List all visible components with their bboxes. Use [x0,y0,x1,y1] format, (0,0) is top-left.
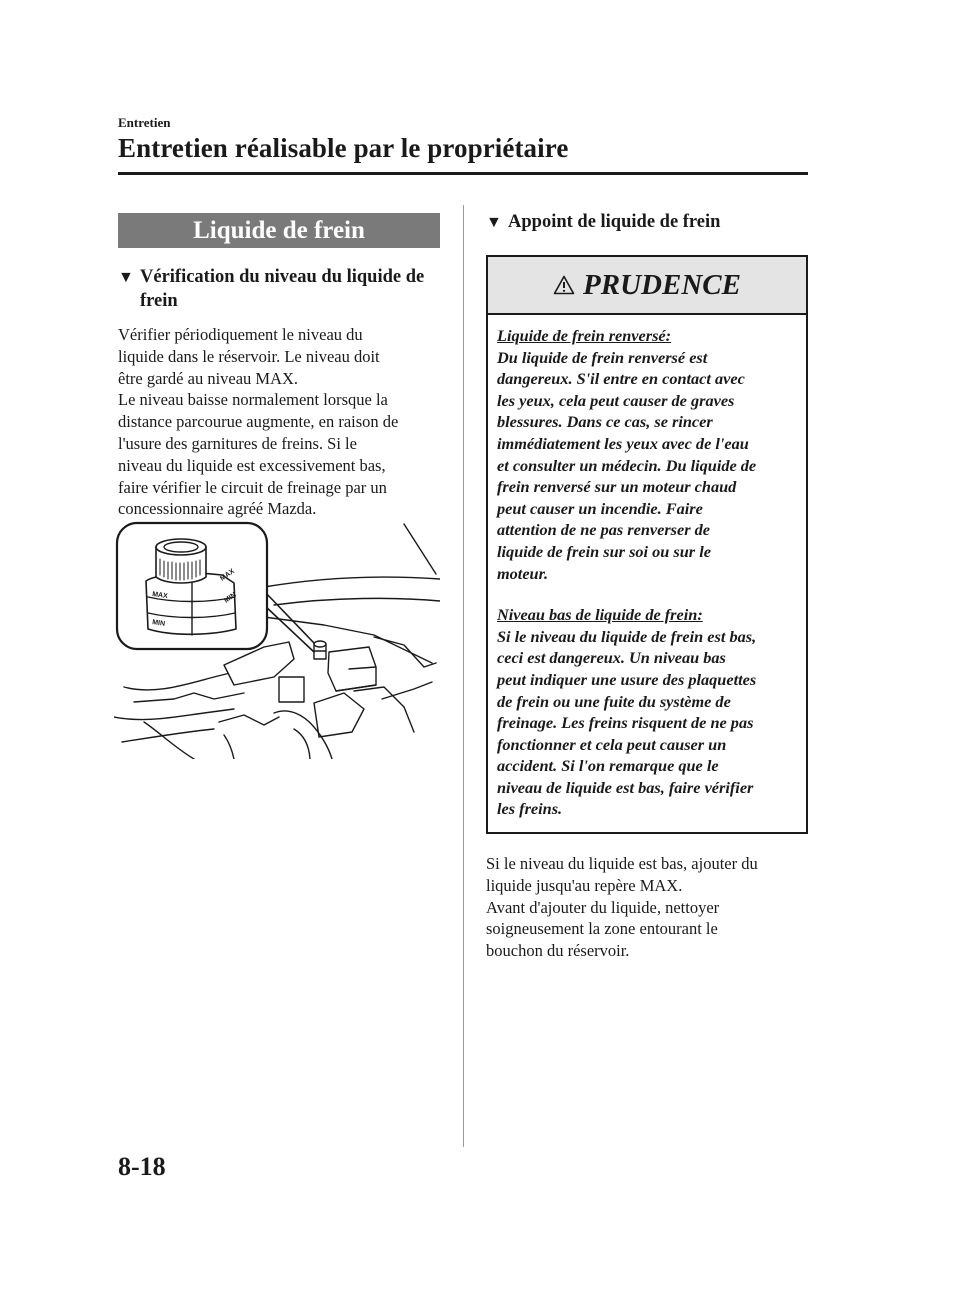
warning-triangle-icon [553,275,575,295]
min-label-front: MIN [151,619,166,628]
brake-reservoir-illustration [114,517,440,759]
caution-heading-low-level: Niveau bas de liquide de frein: [497,605,703,625]
caution-block-low-level [497,604,797,820]
text-line: bouchon du réservoir. [486,941,630,961]
text-line: dangereux. S'il entre en contact avec [497,369,745,389]
text-line: ceci est dangereux. Un niveau bas [497,648,726,668]
text-line: peut causer un incendie. Faire [497,498,703,518]
left-column [118,213,440,520]
text-line: les yeux, cela peut causer de graves [497,390,735,410]
text-line: attention de ne pas renverser de [497,520,710,540]
text-line: freinage. Les freins risquent de ne pas [497,713,754,733]
text-line: moteur. [497,563,549,583]
text-line: l'usure des garnitures de freins. Si le [118,433,357,453]
section-banner: Liquide de frein [118,213,440,248]
text-line: soigneusement la zone entourant le [486,919,718,939]
triangle-down-icon: ▼ [486,214,502,231]
text-line: Vérifier périodiquement le niveau du [118,325,363,344]
text-line: immédiatement les yeux avec de l'eau [497,433,749,453]
caution-title: PRUDENCE [583,268,741,301]
min-label-side: MIN [223,591,238,605]
text-line: peut indiquer une usure des plaquettes [497,669,757,689]
text-line: concessionnaire agréé Mazda. [118,499,317,519]
caution-block-spilled [497,325,797,584]
text-line: Le niveau baisse normalement lorsque la [118,390,388,410]
caution-body [488,315,806,832]
caution-box [486,255,808,834]
text-line: Du liquide de frein renversé est [497,347,708,367]
subheading-check-level [118,265,440,313]
text-line: liquide de frein sur soi ou sur le [497,541,711,561]
text-line: accident. Si l'on remarque que le [497,756,719,776]
text-line: Si le niveau du liquide de frein est bas, [497,626,757,646]
text-line: faire vérifier le circuit de freinage par un [118,477,387,497]
text-line: fonctionner et cela peut causer un [497,734,727,754]
subheading-text: Appoint de liquide de frein [508,212,721,232]
text-line: Avant d'ajouter du liquide, nettoyer [486,897,720,917]
triangle-down-icon: ▼ [118,269,134,286]
top-up-paragraph [486,853,808,962]
text-line: distance parcourue augmente, en raison de [118,412,399,432]
text-line: Si le niveau du liquide est bas, ajouter du [486,854,758,874]
text-line: niveau du liquide est excessivement bas, [118,455,386,475]
caution-header [488,257,806,315]
leader-line [404,524,436,574]
text-line: être gardé au niveau MAX. [118,368,299,388]
check-level-paragraph [118,324,440,520]
page-title: Entretien réalisable par le propriétaire [118,133,569,163]
text-line: liquide jusqu'au repère MAX. [486,875,683,895]
subheading-top-up [486,210,808,235]
caution-heading-spilled: Liquide de frein renversé: [497,326,672,345]
max-label-side: MAX [219,567,236,583]
text-line: blessures. Dans ce cas, se rincer [497,412,713,432]
subheading-text: Vérification du niveau du liquide de frein [140,267,425,311]
section-label: Entretien [118,115,171,130]
text-line: niveau de liquide est bas, faire vérifier [497,777,754,797]
text-line: les freins. [497,799,563,819]
text-line: et consulter un médecin. Du liquide de [497,455,757,475]
page-number: 8-18 [118,1152,166,1181]
max-label-front: MAX [151,591,169,601]
text-line: de frein ou une fuite du système de [497,691,731,711]
title-rule [118,172,808,175]
column-divider [463,205,464,1147]
text-line: frein renversé sur un moteur chaud [497,477,737,497]
right-column [486,210,808,962]
text-line: liquide dans le réservoir. Le niveau doit [118,346,380,366]
